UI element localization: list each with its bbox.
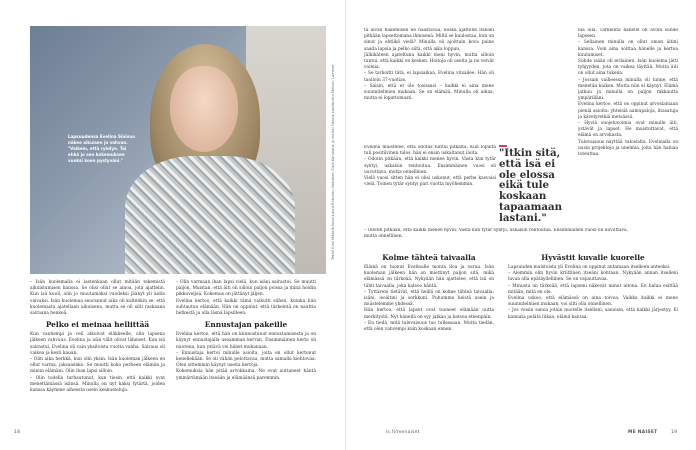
paragraph: – Jos voisin sanoa jotain nuorelle itselleni, sanoisin, että kaikki järjestyy. Ei kannata pelätä liikaa, elämä kantaa. (508, 308, 678, 320)
subheading: Kolme tähteä taivaalla (382, 253, 476, 262)
paragraph: – Aiemmin olin hyvin kriittinen itseäni kohtaan. Nykyään annan itselleni luvan olla epätäydellinen. Se on vapauttavaa. (508, 271, 678, 283)
paragraph: – Minusta on tärkeää, että lapseni näkevät minut aitona. En halua esittää mitään, mitä en ole. (508, 283, 678, 295)
paragraph: lua olla. Tärkeintä hänelle on avoin suhde lapseen. (578, 28, 678, 40)
paragraph: Evelina uskoo, että elämässä on aina toivoa. Vaikka kaikki ei mene suunnitelmien mukaan, voi silti olla onnellinen. (508, 296, 678, 308)
paragraph: – En tiedä, mitä tulevaisuus tuo tullessaan. Mutta tiedän, että olen vahvempi kuin koskaan ennen. (364, 320, 494, 333)
paragraph: Jälkikäteen ajateltuna kaikki meni hyvin, mutta silloin tuntui, että kaikki on kesken. Hoitoja oli useita ja ne veivät voimia. (364, 52, 494, 71)
paragraph: – Tyttäreni tietävät, että heillä on kolme tähteä taivaalla: isäni, isoäitini ja serkkuni. Puhumme heistä usein ja muistelemme yhdessä. (364, 289, 494, 308)
subheading: Ennustajan pakeille (204, 320, 288, 330)
right-column-2-bottom (508, 250, 678, 425)
paragraph: – Olin varmaan ihan lapsi vielä, kun isäni sairastui. Se muutti paljon. Muistan, että äiti oli silloin paljon poissa ja minä hoidin pikkuveljeä. Kokemus on jättänyt jäljen. (176, 280, 316, 298)
paragraph: Evelina kertoo, että hän on kiinnostunut ennustamisesta ja on käynyt ennustajalla useamman kerran. Ensimmäinen kerta oli nuorena, kun ystävä vei hänet mukanaan. (176, 332, 316, 350)
pull-quote: "Itkin sitä, että isä ei ole elossa eikä tule koskaan tapaamaan lastani." (499, 147, 563, 224)
paragraph: Evelina kertoo, että on oppinut arvostamaan pieniä asioita: yhteisiä aamupaloja, iltasatuja ja kävelyretkiä metsässä. (578, 102, 678, 120)
paragraph: – Jossain vaiheessa minulla oli tunne, että menetän kaiken. Mutta niin ei käynyt. Elämä jatkuu ja minulla on paljon rakkautta ympärilläni. (578, 77, 678, 102)
subheading: Pelko ei meinaa hellittää (45, 320, 150, 330)
paragraph: – Odotin pitkään, että kaikki menee hyvin. Vasta kun tytär syntyi, uskalsin rentoutua. Ensimmäinen vuosi oli uuvuttava, mutta onnellinen. (364, 157, 496, 175)
paragraph: Suhde isään oli erilainen. Isän kuolema jätti tyhjyyden, jota on vaikea täyttää. Mutta äiti on ollut aina tukena. (578, 59, 678, 77)
left-column-2 (176, 280, 316, 382)
paragraph: Elämä on tuonut Evelinalle monta iloa ja surua. Isän kuoleman jälkeen hän on miettinyt paljon sitä, mikä elämässä on tärkeää. Nykyään hän ajattelee, että isä on tähti taivaalla, joka katsoo häntä. (364, 265, 494, 289)
paragraph: Evelina muistelee, että odotus tuntui pitkältä. Kun lopulta tuli positiivinen tulos, hän ei ensin uskaltanut iloita. (364, 145, 496, 157)
paragraph: – Sellainen minulla on ollut oman äitini kanssa. Voin aina soittaa hänelle ja kertoa kuulumiset. (578, 40, 678, 58)
paragraph: – Olin todella turhautunut, kun tiesin, että kaikki ovat menettämässä isänsä. Minulla on nyt kaksi tytärtä, joiden kanssa käymme aiheesta usein keskusteluja. (30, 375, 165, 394)
right-column-1-bottom (364, 250, 494, 425)
paragraph: Tulevaisuus näyttää valoisalta. Evelinalla on uusia projekteja ja unelmia, joita hän haluaa toteuttaa. (578, 139, 678, 158)
left-column-1 (30, 280, 165, 394)
paragraph: Kun vanhempi ja veli alkoivat eläkkeelle, olin lapsena jälkeen vahvuus. Evelina ja isän välit olivat läheiset. Kun isä sairastui, Evelina oli vain yksitoista vuotta vanha. Sairaus oli vaikea ja kesti kauan. (30, 332, 165, 356)
paragraph: – Olin aika herkkä, kun olin yksin. Isän kuoleman jälkeen en ollut varma, jaksaisinko. Se muutti koko perheen elämän ja minun elämäni. Olin ihan lapsi silloin. (30, 357, 165, 375)
paragraph: Kokemuksia hän pitää arvokkaina. Ne ovat auttaneet häntä ymmärtämään itseään ja elämäänsä paremmin. (176, 369, 316, 381)
paragraph: – Saisin, että et ole tosissasi – kaikki ei aina mene suunnitelmien mukaan. Se on elämää. Minulla oli aikaa, mutta ei loputtomasti. (364, 83, 494, 102)
right-column-1-mid (364, 145, 496, 225)
photo-dress (125, 156, 295, 274)
photo-face (170, 66, 238, 152)
website-footer: is.fi/menaiset (386, 430, 420, 435)
subheading: Hyvästit kuvalle kuorelle (541, 253, 645, 262)
paragraph: Hän kertoo, että lapset ovat tuoneet elämään uutta merkitystä. Nyt hänellä on syy jatkaa ja katsoa eteenpäin. (364, 308, 494, 320)
paragraph: – Hyviä suojeluvoimia ovat minulle äiti, ystävät ja lapset. He muistuttavat, että elämä on arvokasta. (578, 121, 678, 139)
paragraph: – Isän kuolemalla ei lastenkaan ollut mitään tekemistä aikuistumisen kanssa. Se olisi ollut se ainoa, jota ajattelin. Kun isä kuoli, olin jo muutamaksi vuodeksi jäänyt yli äidin vaivaksi. Isän kuolemaa seurannut aika oli kuitenkin se, että kuolemasta ajatellaan aikuisena, mutta se oli silti raskaana sairaana henkeä. (30, 280, 165, 317)
left-page (0, 0, 346, 450)
magazine-name: ME NAISET (628, 430, 658, 435)
right-column-1-top (364, 28, 494, 143)
page-number-left: 18 (14, 430, 21, 435)
paragraph: – Odotin pitkään, että kaikki menee hyvin. Vasta kun tytär syntyi, uskalsin rentoutua. Ensimmäinen vuosi oli uuvuttava, mutta onnellinen. (364, 228, 628, 240)
photo-caption: Lapsuudensa Evelina Sinivuo näkee aikuisen ja vahvan. "Vaikein, että ryhdyn. Tai ehkä jo sen kokemuksen vuoksi koen pystyväni." (68, 134, 136, 163)
page-number-right: 19 (671, 430, 678, 435)
portrait-photo (30, 26, 326, 274)
right-column-2-top (578, 28, 678, 248)
paragraph: Evelina kertoo, että kaikki tämä vaikutti siihen, kuinka hän suhtautuu elämään. Hän on oppinut, että tärkeintä on nauttia hetkestä ja olla läsnä lapsilleen. (176, 298, 316, 317)
paragraph: – Ennustaja kertoi minulle asioita, joita en ollut kertonut kenellekään. Se oli vähän pelottavaa, mutta samalla kiehtovaa. Olen sittemmin käynyt useita kertoja. (176, 350, 316, 369)
photo-credit: Teksti Kirsi Mäkelä Kuva Laura Riikonen Vaatteet: Sisal Kampaus ja meikki Hanna Lundström Meikki: Lumene (331, 64, 335, 260)
paragraph: – Se tarkoitti tätä, ei lapsiaikaa, Evelina vitsailee. Hän oli tuolloin 37-vuotias. (364, 71, 494, 83)
paragraph: Lapsuuden muistoista yli Evelina on oppinut antamaan itselleen anteeksi. (508, 265, 671, 270)
paragraph: Vielä vuosi sitten hän ei olisi uskonut, että perhe kasvaisi vielä. Toinen tytär syntyi pari vuotta myöhemmin. (364, 176, 496, 188)
paragraph: tä aivan hakemisen ne haastavaa, koska ajattelin itseäni pitkään lapsettomana ihmisenä. Miltä se kuulostaa, kun on sinut ja ehtiikö vielä? Minulla oli ajoittain kova paine saada lapsia ja pelko siitä, että aika loppuu. (364, 28, 494, 52)
